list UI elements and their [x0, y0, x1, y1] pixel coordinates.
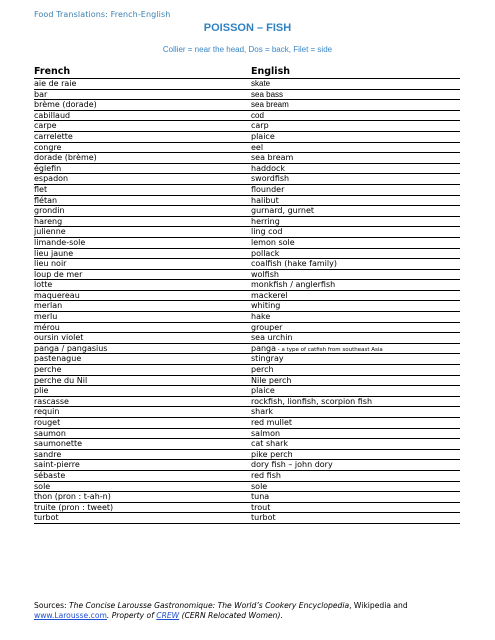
english-term: [251, 153, 293, 163]
english-term-text: sea bream: [251, 100, 289, 110]
french-term: perche: [34, 365, 62, 375]
column-header-english: English: [251, 66, 290, 77]
english-term: [251, 513, 276, 523]
table-row: [34, 121, 460, 132]
table-row: [34, 439, 460, 450]
french-term: turbot: [34, 513, 59, 523]
french-term: lieu jaune: [34, 248, 74, 258]
english-term-text: stingray: [251, 354, 284, 364]
french-term: maquereau: [34, 290, 80, 300]
english-term-text: shark: [251, 407, 274, 417]
english-term-text: panga: [251, 343, 277, 353]
table-row: [34, 227, 460, 238]
english-term: [251, 354, 284, 364]
french-term: saumonette: [34, 439, 83, 449]
table-row: [34, 503, 460, 514]
english-term-text: perch: [251, 365, 274, 375]
table-row: [34, 376, 460, 387]
french-term: plie: [34, 386, 49, 396]
english-term: [251, 143, 263, 153]
footer-prefix: Sources:: [34, 601, 70, 610]
english-term-text: cat shark: [251, 439, 289, 449]
french-term: sole: [34, 481, 51, 491]
english-term: [251, 185, 284, 195]
english-term: [251, 238, 295, 248]
french-term: perche du Nil: [34, 375, 88, 385]
table-row: [34, 164, 460, 175]
english-term: [251, 249, 279, 259]
table-row: [34, 217, 460, 228]
english-term-text: mackerel: [251, 290, 288, 300]
english-term: [251, 344, 383, 355]
english-term: [251, 333, 292, 343]
english-term-text: trout: [251, 502, 271, 512]
french-term: congre: [34, 142, 62, 152]
table-row: [34, 513, 460, 524]
table-row: [34, 460, 460, 471]
english-term-text: plaice: [251, 386, 275, 396]
english-term: [251, 227, 283, 237]
table-row: [34, 301, 460, 312]
french-term: lotte: [34, 280, 53, 290]
french-term: sandre: [34, 449, 62, 459]
english-term-text: ling cod: [251, 227, 283, 237]
english-term-text: wolfish: [251, 269, 279, 279]
english-term: [251, 376, 291, 386]
english-term-note: - a type of catfish from southeast Asia: [276, 346, 383, 353]
english-term-text: whiting: [251, 301, 281, 311]
table-row: [34, 291, 460, 302]
table-row: [34, 206, 460, 217]
english-term: [251, 460, 333, 470]
english-term: [251, 492, 269, 502]
english-term-text: cod: [251, 110, 264, 120]
english-term: [251, 90, 283, 100]
french-term: dorade (brème): [34, 153, 97, 163]
french-term: panga / pangasius: [34, 343, 108, 353]
french-term: rouget: [34, 418, 61, 427]
english-term-text: hake: [251, 312, 271, 322]
table-row: [34, 418, 460, 429]
table-row: [34, 238, 460, 249]
english-term: [251, 397, 372, 407]
table-row: [34, 365, 460, 376]
english-term: [251, 164, 285, 174]
table-row: [34, 312, 460, 323]
english-term-text: monkfish / anglerfish: [251, 280, 336, 290]
english-term: [251, 280, 335, 290]
french-term: limande-sole: [34, 237, 86, 247]
table-row: [34, 482, 460, 493]
english-term-text: grouper: [251, 322, 283, 332]
french-term: hareng: [34, 216, 63, 226]
page-title: POISSON – FISH: [203, 22, 292, 34]
french-term: truite (pron : tweet): [34, 502, 114, 512]
english-term-text: red mullet: [251, 418, 293, 427]
table-row: [34, 429, 460, 440]
running-head: Food Translations: French-English: [34, 10, 171, 19]
english-term: [251, 418, 292, 428]
english-term-text: sea bream: [251, 153, 294, 163]
english-term: [251, 270, 279, 280]
table-row: [34, 323, 460, 334]
english-term: [251, 471, 281, 481]
table-row: [34, 354, 460, 365]
table-row: [34, 90, 460, 101]
english-term: [251, 450, 293, 460]
english-term-text: carp: [251, 121, 269, 131]
english-term: [251, 312, 270, 322]
french-term: pastenague: [34, 354, 82, 364]
table-row: [34, 450, 460, 461]
french-term: merlan: [34, 301, 63, 311]
french-term: julienne: [34, 227, 66, 237]
french-term: rascasse: [34, 396, 69, 406]
table-row: [34, 344, 460, 355]
french-term: aie de raie: [34, 79, 77, 88]
english-term-text: rockfish, lionfish, scorpion fish: [251, 396, 373, 406]
translation-table: [34, 66, 460, 524]
english-term-text: sea bass: [251, 89, 284, 99]
french-term: saumon: [34, 428, 66, 438]
table-row: [34, 174, 460, 185]
french-term: grondin: [34, 206, 65, 216]
english-term-text: herring: [251, 216, 280, 226]
cut-note: Collier = near the head, Dos = back, Filet = side: [162, 45, 333, 54]
english-term: [251, 365, 274, 375]
table-row: [34, 153, 460, 164]
english-term-text: tuna: [251, 492, 270, 502]
english-term-text: flounder: [251, 184, 285, 194]
french-term: lieu noir: [34, 259, 67, 269]
french-term: thon (pron : t-ah-n): [34, 492, 111, 502]
footer-after-link: .: [106, 611, 112, 620]
footer-property: Property of: [111, 611, 157, 620]
english-term-text: lemon sole: [251, 237, 295, 247]
french-term: espadon: [34, 174, 69, 184]
table-row: [34, 492, 460, 503]
table-header: [34, 66, 460, 79]
english-term: [251, 206, 314, 216]
english-term-text: sole: [251, 481, 268, 491]
english-term: [251, 439, 288, 449]
english-term: [251, 482, 267, 492]
english-term-text: plaice: [251, 131, 275, 141]
table-row: [34, 132, 460, 143]
french-term: flet: [34, 184, 48, 194]
english-term-text: turbot: [251, 513, 276, 523]
english-term: [251, 121, 269, 131]
english-term-text: haddock: [251, 163, 286, 173]
french-term: merlu: [34, 312, 58, 322]
table-row: [34, 407, 460, 418]
table-row: [34, 100, 460, 111]
french-term: sébaste: [34, 470, 66, 480]
table-row: [34, 259, 460, 270]
english-term-text: halibut: [251, 195, 279, 205]
english-term-text: salmon: [251, 428, 281, 438]
french-term: églefin: [34, 163, 62, 173]
table-row: [34, 196, 460, 207]
english-term: [251, 217, 280, 227]
english-term: [251, 323, 282, 333]
table-row: [34, 270, 460, 281]
french-term: requin: [34, 407, 60, 417]
english-term-text: sea urchin: [251, 333, 293, 343]
english-term-text: pike perch: [251, 449, 293, 459]
table-row: [34, 111, 460, 122]
english-term: [251, 259, 337, 269]
table-row: [34, 280, 460, 291]
english-term-text: swordfish: [251, 174, 290, 184]
english-term-text: eel: [251, 142, 264, 152]
english-term-text: gurnard, gurnet: [251, 206, 315, 216]
english-term: [251, 429, 280, 439]
french-term: oursin violet: [34, 333, 84, 343]
table-row: [34, 471, 460, 482]
french-term: brème (dorade): [34, 100, 97, 110]
french-term: carpe: [34, 121, 57, 131]
sources-footer: [34, 601, 464, 621]
table-row: [34, 386, 460, 397]
english-term-text: dory fish – john dory: [251, 460, 333, 470]
french-term: saint-pierre: [34, 460, 80, 470]
table-row: [34, 79, 460, 90]
english-term-text: coalfish (hake family): [251, 259, 337, 269]
english-term: [251, 79, 270, 89]
english-term-text: Nile perch: [251, 375, 292, 385]
table-row: [34, 143, 460, 154]
french-term: cabillaud: [34, 110, 71, 120]
french-term: bar: [34, 89, 48, 99]
english-term: [251, 503, 270, 513]
english-term: [251, 407, 273, 417]
english-term: [251, 132, 275, 142]
english-term-text: pollack: [251, 248, 280, 258]
french-term: mérou: [34, 322, 60, 332]
english-term-text: skate: [251, 79, 271, 88]
english-term-text: red fish: [251, 470, 281, 480]
footer-suffix: (CERN Relocated Women).: [179, 611, 283, 620]
english-term: [251, 386, 275, 396]
english-term: [251, 111, 264, 121]
table-row: [34, 249, 460, 260]
footer-middle: , Wikipedia and: [349, 601, 408, 610]
english-term: [251, 301, 280, 311]
french-term: flétan: [34, 195, 58, 205]
larousse-link[interactable]: www.Larousse.com: [34, 611, 107, 620]
footer-book-title: The Concise Larousse Gastronomique: The World’s Cookery Encyclopedia: [69, 601, 350, 610]
french-term: carrelette: [34, 131, 73, 141]
english-term: [251, 196, 279, 206]
table-row: [34, 397, 460, 408]
table-row: [34, 333, 460, 344]
french-term: loup de mer: [34, 269, 83, 279]
english-term: [251, 100, 289, 110]
crew-link[interactable]: CREW: [156, 611, 180, 620]
english-term: [251, 291, 288, 301]
column-header-french: French: [34, 66, 71, 77]
table-row: [34, 185, 460, 196]
english-term: [251, 174, 289, 184]
